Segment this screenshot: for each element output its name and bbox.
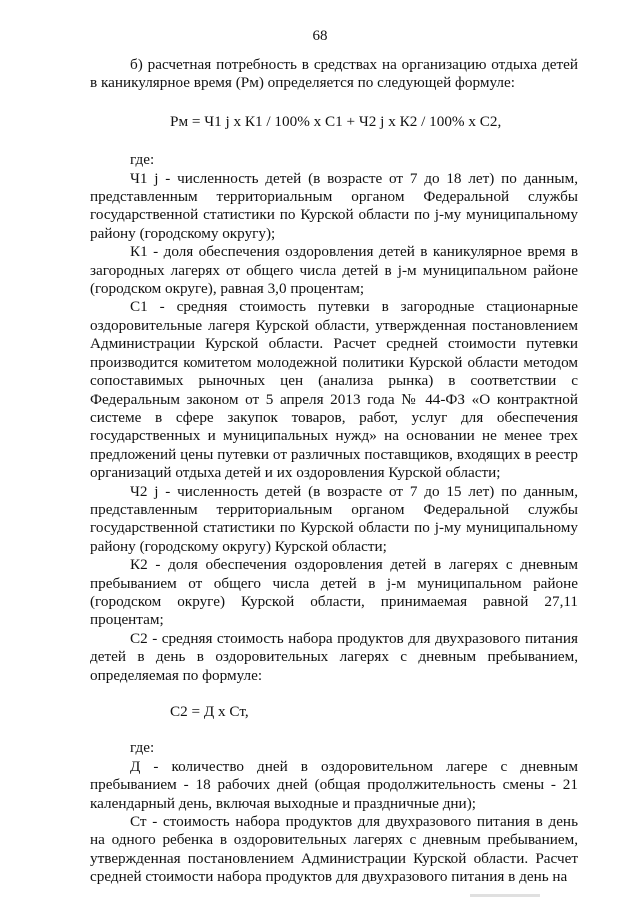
document-body: [90, 56, 578, 887]
page-number: 68: [312, 28, 328, 44]
definition-k2: К2 - доля обеспечения оздоровления детей в лагерях с дневным пребыванием от общего числа детей в j-м муниципальном районе (городском округе) Курской области, принимаемая равной 27,11 процентам;: [90, 556, 578, 629]
definition-c2: С2 - средняя стоимость набора продуктов для двухразового питания детей в день в оздоровительных лагерях с дневным пребыванием, определяемая по формуле:: [90, 629, 578, 684]
definition-st: Ст - стоимость набора продуктов для двухразового питания в день на одного ребенка в оздоровительных лагерях с дневным пребыванием, утвержденная постановлением Администрации Курской области. Расчет средней стоимости набора продуктов для двухразового питания в день на: [90, 813, 578, 886]
definition-k1: К1 - доля обеспечения оздоровления детей в каникулярное время в загородных лагерях от общего числа детей в j-м муниципальном районе (городском округе), равная 3,0 процентам;: [90, 243, 578, 298]
scan-artifact: [470, 894, 540, 897]
paragraph-b-calculation: б) расчетная потребность в средствах на организацию отдыха детей в каникулярное время (Рм) определяется по следующей формуле:: [90, 56, 578, 92]
definition-ch1: Ч1 j - численность детей (в возрасте от 7 до 18 лет) по данным, представленным территориальным органом Федеральной службы государственной статистики по Курской области по j-му муниципальному району (городскому округу);: [90, 169, 578, 242]
formula-rm: Рм = Ч1 j х К1 / 100% х С1 + Ч2 j х К2 / 100% х С2,: [170, 112, 502, 130]
definition-d: Д - количество дней в оздоровительном лагере с дневным пребыванием - 18 рабочих дней (общая продолжительность смены - 21 календарный день, включая выходные и праздничные дни);: [90, 757, 578, 812]
where-label-2: где:: [130, 739, 155, 757]
definition-ch2: Ч2 j - численность детей (в возрасте от 7 до 15 лет) по данным, представленным территориальным органом Федеральной службы государственной статистики по Курской области по j-му муниципальному району (городскому округу) Курской области;: [90, 482, 578, 555]
definition-c1: С1 - средняя стоимость путевки в загородные стационарные оздоровительные лагеря Курской области, утвержденная постановлением Администрации Курской области. Расчет средней стоимости путевки производится комитетом молодежной политики Курской области методом сопоставимых рыночных цен (анализа рынка) в соответствии с Федеральным законом от 5 апреля 2013 года № 44-ФЗ «О контрактной системе в сфере закупок товаров, работ, услуг для обеспечения государственных и муниципальных нужд» на основании не менее трех предложений цены путевки от различных поставщиков, входящих в реестр организаций отдыха детей и их оздоровления Курской области;: [90, 298, 578, 482]
formula-c2: С2 = Д х Ст,: [170, 703, 249, 720]
where-label-1: где:: [130, 151, 155, 169]
